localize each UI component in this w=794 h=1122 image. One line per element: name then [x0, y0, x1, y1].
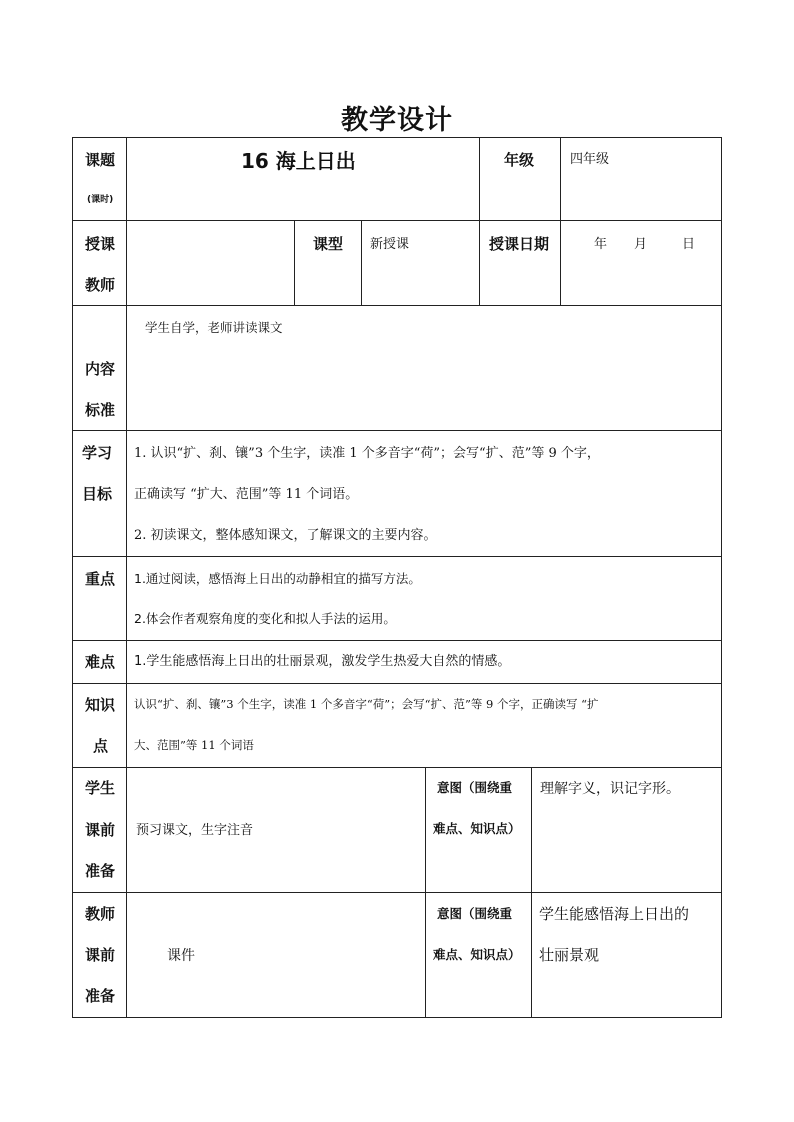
- grade-label-cell: [479, 137, 561, 221]
- student-prep-value-cell: [126, 767, 426, 893]
- teacher-intent-line1: 学生能感悟海上日出的: [539, 905, 690, 923]
- topic-label-cell: [72, 137, 127, 221]
- date-value-cell: [560, 220, 722, 306]
- lesson-title: 16 海上日出: [241, 149, 356, 173]
- teacher-prep-label-cell: [72, 892, 127, 1018]
- lesson-title-cell: [126, 137, 480, 221]
- student-intent-value-cell: [531, 767, 722, 893]
- knowledge-label-cell: [72, 683, 127, 768]
- date-year: 年: [594, 237, 608, 252]
- student-prep-label-line3: 准备: [85, 862, 116, 880]
- goals-label-line1: 学习: [82, 444, 113, 462]
- difficulty-label-cell: [72, 640, 127, 684]
- difficulty-value-cell: [126, 640, 722, 684]
- knowledge-label-line2: 点: [93, 737, 109, 755]
- key-points-value-cell: [126, 556, 722, 641]
- key-points-line1: 1.通过阅读，感悟海上日出的动静相宜的描写方法。: [134, 571, 421, 586]
- student-intent-text: 理解字义，识记字形。: [540, 781, 680, 797]
- knowledge-line1: 认识“扩、刹、镶”3 个生字，读准 1 个多音字“荷”；会写“扩、范”等 9 个字，正确读写 “扩: [134, 697, 599, 711]
- teacher-intent-label-line1: 意图（围绕重: [437, 906, 513, 921]
- teacher-intent-value-cell: [531, 892, 722, 1018]
- goals-line2: 正确读写 “扩大、范围”等 11 个词语。: [134, 487, 359, 502]
- difficulty-text: 1.学生能感悟海上日出的壮丽景观，激发学生热爱大自然的情感。: [134, 654, 511, 669]
- student-prep-label-line2: 课前: [85, 821, 116, 839]
- knowledge-label-line1: 知识: [85, 696, 116, 714]
- student-intent-label-line2: 难点、知识点）: [433, 821, 521, 836]
- topic-label: 课题: [85, 151, 116, 169]
- type-label: 课型: [313, 235, 344, 253]
- teacher-label-cell: [72, 220, 127, 306]
- type-value: 新授课: [370, 237, 410, 252]
- goals-line1: 1. 认识“扩、刹、镶”3 个生字，读准 1 个多音字“荷”；会写“扩、范”等 9 个字，: [134, 446, 600, 461]
- page-title: 教学设计: [341, 105, 453, 136]
- date-month: 月: [634, 237, 648, 252]
- student-prep-label-cell: [72, 767, 127, 893]
- goals-label-cell: [72, 430, 127, 557]
- teacher-prep-label-line1: 教师: [85, 905, 116, 923]
- student-intent-label-cell: [425, 767, 532, 893]
- grade-label: 年级: [504, 151, 535, 169]
- difficulty-label: 难点: [85, 653, 116, 671]
- teacher-prep-value-cell: [126, 892, 426, 1018]
- lesson-hours-label: (课时): [87, 195, 114, 205]
- goals-line3: 2. 初读课文，整体感知课文，了解课文的主要内容。: [134, 528, 437, 543]
- teacher-label-line2: 教师: [85, 276, 116, 294]
- student-intent-label-line1: 意图（围绕重: [437, 780, 513, 795]
- grade-value-cell: [560, 137, 722, 221]
- teacher-prep-text: 课件: [167, 948, 195, 964]
- student-prep-text: 预习课文，生字注音: [136, 823, 254, 838]
- teacher-prep-label-line3: 准备: [85, 987, 116, 1005]
- teacher-label-line1: 授课: [85, 235, 116, 253]
- teacher-intent-line2: 壮丽景观: [539, 946, 600, 964]
- content-label-cell: [72, 305, 127, 431]
- type-value-cell: [361, 220, 480, 306]
- key-points-label: 重点: [85, 570, 116, 588]
- content-text: 学生自学，老师讲读课文: [145, 320, 283, 335]
- content-value-cell: [126, 305, 722, 431]
- content-label-line1: 内容: [85, 360, 116, 378]
- type-label-cell: [294, 220, 362, 306]
- knowledge-line2: 大、范围”等 11 个词语: [134, 738, 254, 752]
- teacher-intent-label-line2: 难点、知识点）: [433, 947, 521, 962]
- goals-label-line2: 目标: [82, 485, 113, 503]
- key-points-line2: 2.体会作者观察角度的变化和拟人手法的运用。: [134, 611, 396, 626]
- student-prep-label-line1: 学生: [85, 779, 116, 797]
- grade-value: 四年级: [570, 152, 610, 167]
- teacher-value-cell: [126, 220, 295, 306]
- key-points-label-cell: [72, 556, 127, 641]
- teacher-intent-label-cell: [425, 892, 532, 1018]
- teacher-prep-label-line2: 课前: [85, 946, 116, 964]
- date-day: 日: [682, 237, 696, 252]
- goals-value-cell: [126, 430, 722, 557]
- content-label-line2: 标准: [85, 401, 116, 419]
- date-label-cell: [479, 220, 561, 306]
- date-label: 授课日期: [489, 235, 550, 253]
- knowledge-value-cell: [126, 683, 722, 768]
